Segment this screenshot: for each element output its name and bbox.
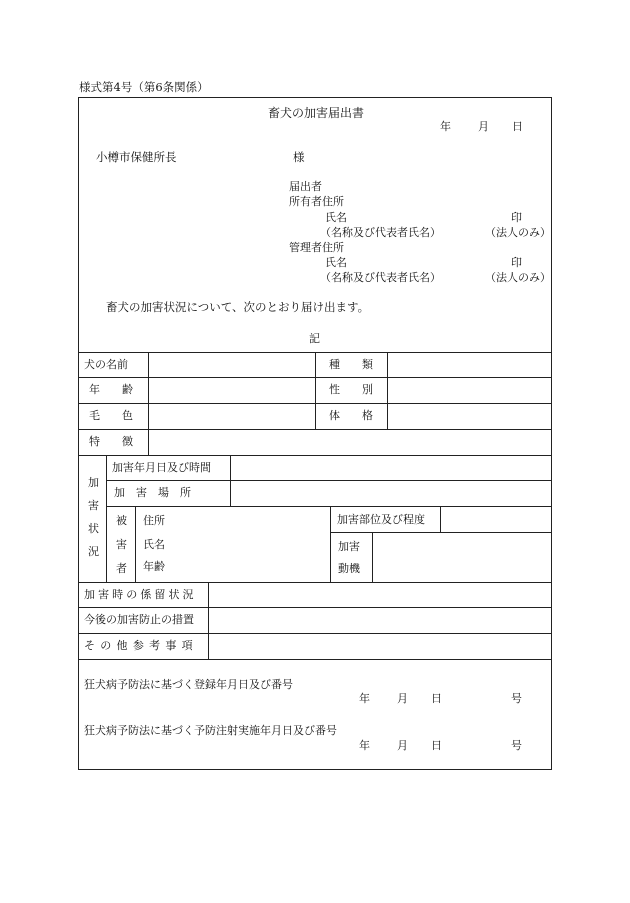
- manager-corp-note: （法人のみ）: [485, 271, 551, 284]
- addressee-name: 小樽市保健所長: [96, 150, 177, 164]
- form-number: 様式第4号（第6条関係）: [79, 80, 209, 94]
- dog-sex-label: 性 別: [329, 383, 373, 396]
- grid-line: [78, 659, 552, 660]
- victim-name-label: 氏名: [143, 538, 165, 551]
- dog-features-label: 特 徴: [89, 435, 133, 448]
- motive-label: 動機: [338, 562, 360, 575]
- grid-line: [78, 607, 552, 608]
- registration-number: 号: [511, 692, 522, 705]
- dog-age-label: 年 齢: [89, 383, 133, 396]
- registration-month: 月: [397, 692, 408, 705]
- ki-mark: 記: [309, 332, 320, 345]
- manager-name-label: 氏名: [325, 256, 347, 269]
- victim-char: 害: [116, 538, 127, 551]
- grid-line: [387, 352, 388, 429]
- addressee-honorific: 様: [293, 150, 305, 164]
- grid-line: [78, 429, 552, 430]
- manager-address-label: 管理者住所: [289, 241, 344, 254]
- statement: 畜犬の加害状況について、次のとおり届け出ます。: [106, 300, 370, 314]
- grid-line: [330, 532, 552, 533]
- incident-group-char: 害: [88, 499, 99, 512]
- victim-age-label: 年齢: [143, 560, 165, 573]
- grid-line: [135, 506, 136, 582]
- grid-line: [330, 506, 331, 582]
- dog-breed-label: 種 類: [329, 358, 373, 371]
- prevention-label: 今後の加害防止の措置: [84, 613, 194, 626]
- applicant-label: 届出者: [289, 180, 322, 193]
- manager-seal: 印: [511, 256, 522, 269]
- date-month: 月: [478, 120, 489, 133]
- registration-label: 狂犬病予防法に基づく登録年月日及び番号: [84, 678, 293, 691]
- grid-line: [78, 582, 552, 583]
- dog-build-label: 体 格: [329, 409, 373, 422]
- incident-place-label: 加 害 場 所: [114, 486, 191, 499]
- grid-line: [372, 532, 373, 582]
- grid-line: [208, 582, 209, 659]
- registration-year: 年: [359, 692, 370, 705]
- manager-rep-note: （名称及び代表者氏名）: [320, 271, 441, 284]
- vaccination-year: 年: [359, 739, 370, 752]
- grid-line: [106, 455, 107, 582]
- form-title: 畜犬の加害届出書: [268, 106, 365, 120]
- vaccination-day: 日: [431, 739, 442, 752]
- grid-line: [230, 455, 231, 506]
- owner-name-label: 氏名: [325, 211, 347, 224]
- grid-line: [106, 480, 552, 481]
- grid-line: [78, 455, 552, 456]
- grid-line: [148, 352, 149, 455]
- grid-line: [440, 506, 441, 532]
- date-day: 日: [512, 120, 523, 133]
- owner-corp-note: （法人のみ）: [485, 226, 551, 239]
- owner-seal: 印: [511, 211, 522, 224]
- incident-group-char: 状: [88, 522, 99, 535]
- victim-char: 被: [116, 514, 127, 527]
- vaccination-label: 狂犬病予防法に基づく予防注射実施年月日及び番号: [84, 724, 337, 737]
- date-year: 年: [440, 120, 451, 133]
- registration-day: 日: [431, 692, 442, 705]
- vaccination-number: 号: [511, 739, 522, 752]
- grid-line: [315, 352, 316, 429]
- dog-color-label: 毛 色: [89, 409, 133, 422]
- grid-line: [78, 633, 552, 634]
- grid-line: [106, 506, 552, 507]
- motive-label: 加害: [338, 540, 360, 553]
- owner-address-label: 所有者住所: [289, 195, 344, 208]
- other-label: その他参考事項: [84, 639, 198, 652]
- victim-char: 者: [116, 562, 127, 575]
- dog-name-label: 犬の名前: [84, 358, 128, 371]
- victim-address-label: 住所: [143, 514, 165, 527]
- owner-rep-note: （名称及び代表者氏名）: [320, 226, 441, 239]
- incident-group-char: 況: [88, 545, 99, 558]
- injury-label: 加害部位及び程度: [337, 513, 425, 526]
- incident-group-char: 加: [88, 476, 99, 489]
- vaccination-month: 月: [397, 739, 408, 752]
- restraint-label: 加害時の係留状況: [84, 588, 197, 601]
- incident-datetime-label: 加害年月日及び時間: [112, 461, 211, 474]
